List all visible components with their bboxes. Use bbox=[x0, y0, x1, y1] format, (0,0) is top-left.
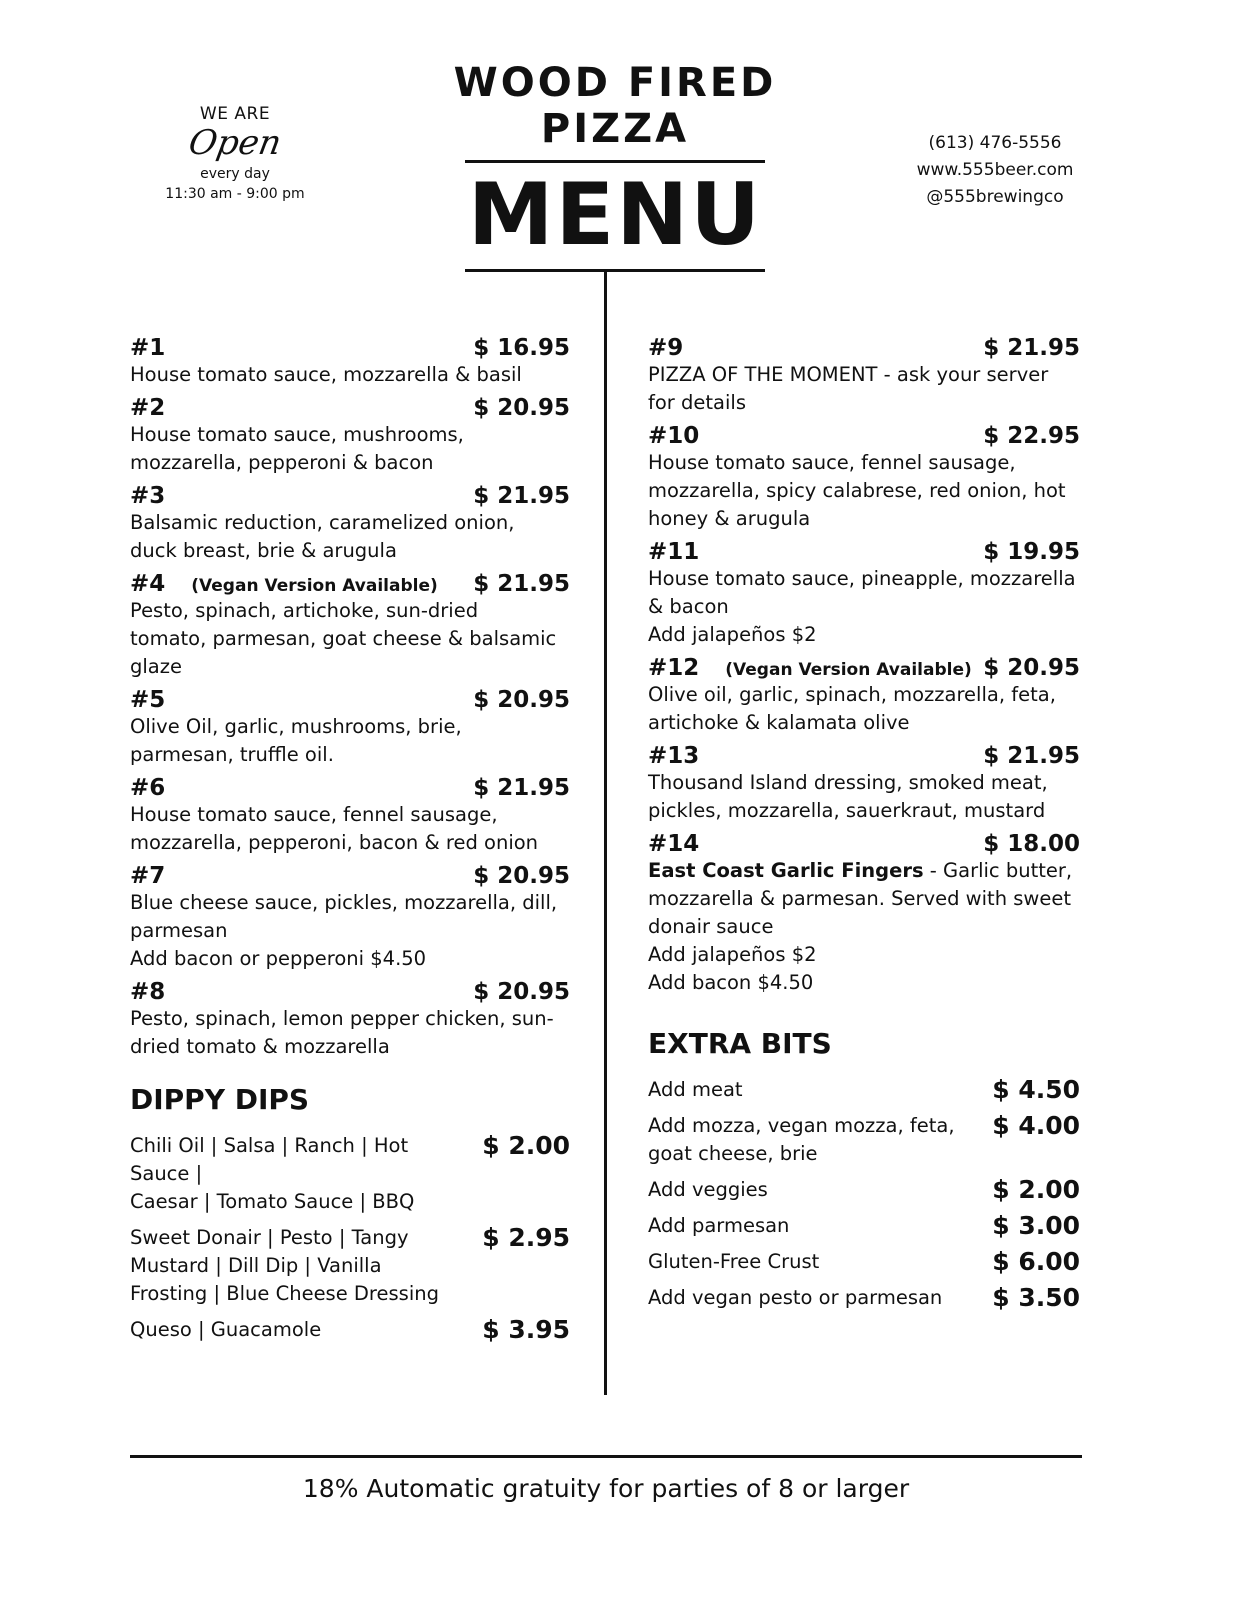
menu-item bbox=[130, 775, 570, 857]
item-description bbox=[130, 361, 570, 389]
description-line: Thousand Island dressing, smoked meat, bbox=[648, 771, 1048, 794]
row-text-line: Add parmesan bbox=[648, 1214, 790, 1237]
description-line: & bacon bbox=[648, 595, 729, 618]
description-line: Pesto, spinach, lemon pepper chicken, sun- bbox=[130, 1007, 554, 1030]
right-column bbox=[648, 335, 1080, 1320]
price-row bbox=[130, 1132, 570, 1216]
price-row bbox=[648, 1284, 1080, 1312]
description-line: Add jalapeños $2 bbox=[648, 943, 817, 966]
price-row bbox=[648, 1248, 1080, 1276]
description-line: PIZZA OF THE MOMENT - ask your server bbox=[648, 363, 1049, 386]
menu-item bbox=[648, 655, 1080, 737]
row-text-line: Mustard | Dill Dip | Vanilla bbox=[130, 1254, 382, 1277]
item-price: $ 20.95 bbox=[473, 395, 570, 421]
description-line: donair sauce bbox=[648, 915, 774, 938]
description-line: Pesto, spinach, artichoke, sun-dried bbox=[130, 599, 479, 622]
description-line: Olive oil, garlic, spinach, mozzarella, feta, bbox=[648, 683, 1056, 706]
every-day-label: every day bbox=[200, 166, 270, 182]
menu-item-header bbox=[648, 335, 1080, 361]
item-number: #8 bbox=[130, 979, 166, 1005]
row-price: $ 2.00 bbox=[992, 1175, 1080, 1204]
menu-item-header bbox=[130, 335, 570, 361]
item-price: $ 21.95 bbox=[983, 335, 1080, 361]
item-number: #13 bbox=[648, 743, 700, 769]
row-price: $ 3.95 bbox=[482, 1315, 570, 1344]
description-line: mozzarella & parmesan. Served with sweet bbox=[648, 887, 1072, 910]
menu-header bbox=[380, 60, 850, 272]
item-description bbox=[130, 1005, 570, 1061]
description-line: House tomato sauce, fennel sausage, bbox=[130, 803, 498, 826]
row-price: $ 3.00 bbox=[992, 1211, 1080, 1240]
item-price: $ 20.95 bbox=[983, 655, 1080, 681]
hours-label: 11:30 am - 9:00 pm bbox=[165, 186, 305, 202]
item-description bbox=[130, 713, 570, 769]
item-price: $ 20.95 bbox=[473, 687, 570, 713]
website: www.555beer.com bbox=[916, 160, 1074, 180]
item-number: #6 bbox=[130, 775, 166, 801]
description-line: tomato, parmesan, goat cheese & balsamic bbox=[130, 627, 557, 650]
item-name: East Coast Garlic Fingers bbox=[648, 859, 924, 882]
item-description bbox=[648, 769, 1080, 825]
menu-item-header bbox=[648, 831, 1080, 857]
row-price: $ 2.00 bbox=[482, 1131, 570, 1160]
item-number: #11 bbox=[648, 539, 700, 565]
row-text bbox=[130, 1316, 321, 1344]
item-number: #4 bbox=[130, 571, 166, 597]
menu-item bbox=[648, 335, 1080, 417]
row-text bbox=[130, 1224, 439, 1308]
menu-item bbox=[648, 743, 1080, 825]
row-price: $ 6.00 bbox=[992, 1247, 1080, 1276]
item-number: #12 bbox=[648, 655, 700, 681]
item-price: $ 20.95 bbox=[473, 863, 570, 889]
row-price: $ 4.50 bbox=[992, 1075, 1080, 1104]
row-price: $ 3.50 bbox=[992, 1283, 1080, 1312]
item-number: #10 bbox=[648, 423, 700, 449]
menu-title: MENU bbox=[467, 165, 763, 265]
open-label: Open bbox=[185, 123, 285, 163]
item-number: #9 bbox=[648, 335, 684, 361]
menu-item bbox=[130, 571, 570, 681]
item-number: #7 bbox=[130, 863, 166, 889]
description-line: mozzarella, spicy calabrese, red onion, hot bbox=[648, 479, 1066, 502]
price-row bbox=[648, 1176, 1080, 1204]
hours-block bbox=[155, 104, 315, 204]
dips-title: DIPPY DIPS bbox=[130, 1083, 310, 1116]
row-text bbox=[130, 1132, 472, 1216]
title-rule-bottom bbox=[465, 269, 765, 272]
price-row bbox=[130, 1224, 570, 1308]
menu-item-header bbox=[130, 775, 570, 801]
price-row bbox=[130, 1316, 570, 1344]
description-line: parmesan, truffle oil. bbox=[130, 743, 334, 766]
item-description bbox=[648, 361, 1080, 417]
phone: (613) 476-5556 bbox=[928, 133, 1062, 153]
menu-item bbox=[130, 395, 570, 477]
item-number: #1 bbox=[130, 335, 166, 361]
item-number: #3 bbox=[130, 483, 166, 509]
item-description bbox=[648, 857, 1080, 997]
price-row bbox=[648, 1212, 1080, 1240]
vegan-tag: (Vegan Version Available) bbox=[725, 660, 972, 680]
row-text-line: Gluten-Free Crust bbox=[648, 1250, 820, 1273]
description-line: Olive Oil, garlic, mushrooms, brie, bbox=[130, 715, 462, 738]
description-line: mozzarella, pepperoni, bacon & red onion bbox=[130, 831, 539, 854]
description-line: Blue cheese sauce, pickles, mozzarella, dill, bbox=[130, 891, 558, 914]
row-text-line: Add vegan pesto or parmesan bbox=[648, 1286, 943, 1309]
row-text bbox=[648, 1076, 743, 1104]
social-handle: @555brewingco bbox=[926, 187, 1064, 207]
item-description bbox=[130, 889, 570, 973]
row-price: $ 4.00 bbox=[992, 1111, 1080, 1140]
menu-item bbox=[130, 863, 570, 973]
description-line: - Garlic butter, bbox=[923, 859, 1073, 882]
row-text-line: Sweet Donair | Pesto | Tangy bbox=[130, 1226, 409, 1249]
row-text bbox=[648, 1284, 942, 1312]
price-row bbox=[648, 1112, 1080, 1168]
item-description bbox=[130, 421, 570, 477]
description-line: Add bacon $4.50 bbox=[648, 971, 814, 994]
column-divider bbox=[604, 272, 607, 1395]
menu-item-header bbox=[648, 655, 1080, 681]
item-description bbox=[648, 681, 1080, 737]
description-line: House tomato sauce, fennel sausage, bbox=[648, 451, 1016, 474]
price-row bbox=[648, 1076, 1080, 1104]
description-line: mozzarella, pepperoni & bacon bbox=[130, 451, 434, 474]
menu-item-header bbox=[648, 539, 1080, 565]
row-text-line: Caesar | Tomato Sauce | BBQ bbox=[130, 1190, 415, 1213]
extras-title: EXTRA BITS bbox=[648, 1027, 832, 1060]
item-price: $ 21.95 bbox=[473, 571, 570, 597]
item-price: $ 21.95 bbox=[983, 743, 1080, 769]
row-text bbox=[648, 1212, 789, 1240]
description-line: Add bacon or pepperoni $4.50 bbox=[130, 947, 427, 970]
description-line: Balsamic reduction, caramelized onion, bbox=[130, 511, 515, 534]
item-price: $ 18.00 bbox=[983, 831, 1080, 857]
footer-rule bbox=[130, 1455, 1082, 1458]
item-description bbox=[130, 597, 570, 681]
vegan-tag: (Vegan Version Available) bbox=[191, 576, 438, 596]
description-line: Add jalapeños $2 bbox=[648, 623, 817, 646]
menu-item bbox=[648, 831, 1080, 997]
description-line: parmesan bbox=[130, 919, 228, 942]
description-line: pickles, mozzarella, sauerkraut, mustard bbox=[648, 799, 1046, 822]
menu-item bbox=[130, 687, 570, 769]
description-line: House tomato sauce, pineapple, mozzarella bbox=[648, 567, 1076, 590]
description-line: honey & arugula bbox=[648, 507, 811, 530]
menu-item-header bbox=[130, 571, 570, 597]
item-description bbox=[130, 801, 570, 857]
row-text bbox=[648, 1176, 768, 1204]
row-text-line: goat cheese, brie bbox=[648, 1142, 818, 1165]
menu-item-header bbox=[130, 483, 570, 509]
description-line: glaze bbox=[130, 655, 182, 678]
item-price: $ 21.95 bbox=[473, 483, 570, 509]
item-number: #5 bbox=[130, 687, 166, 713]
item-price: $ 22.95 bbox=[983, 423, 1080, 449]
item-price: $ 16.95 bbox=[473, 335, 570, 361]
description-line: artichoke & kalamata olive bbox=[648, 711, 910, 734]
item-number: #2 bbox=[130, 395, 166, 421]
item-description bbox=[648, 449, 1080, 533]
menu-item-header bbox=[130, 395, 570, 421]
row-text-line: Add meat bbox=[648, 1078, 743, 1101]
menu-item-header bbox=[648, 743, 1080, 769]
item-number: #14 bbox=[648, 831, 700, 857]
menu-item-header bbox=[130, 687, 570, 713]
menu-item-header bbox=[130, 863, 570, 889]
row-text-line: Frosting | Blue Cheese Dressing bbox=[130, 1282, 439, 1305]
row-text-line: Add mozza, vegan mozza, feta, bbox=[648, 1114, 955, 1137]
description-line: House tomato sauce, mozzarella & basil bbox=[130, 363, 522, 386]
title-rule-top bbox=[465, 160, 765, 163]
description-line: dried tomato & mozzarella bbox=[130, 1035, 390, 1058]
left-column bbox=[130, 335, 570, 1352]
menu-item-header bbox=[130, 979, 570, 1005]
menu-item bbox=[130, 979, 570, 1061]
description-line: House tomato sauce, mushrooms, bbox=[130, 423, 464, 446]
item-description bbox=[130, 509, 570, 565]
description-line: for details bbox=[648, 391, 746, 414]
item-description bbox=[648, 565, 1080, 649]
row-text-line: Add veggies bbox=[648, 1178, 768, 1201]
item-price: $ 19.95 bbox=[983, 539, 1080, 565]
contact-block bbox=[885, 130, 1105, 211]
menu-item bbox=[648, 539, 1080, 649]
menu-item bbox=[648, 423, 1080, 533]
row-text-line: Queso | Guacamole bbox=[130, 1318, 322, 1341]
restaurant-title: WOOD FIRED PIZZA bbox=[453, 60, 777, 152]
item-price: $ 21.95 bbox=[473, 775, 570, 801]
row-text bbox=[648, 1248, 819, 1276]
menu-item-header bbox=[648, 423, 1080, 449]
gratuity-note: 18% Automatic gratuity for parties of 8 or larger bbox=[302, 1474, 910, 1503]
item-price: $ 20.95 bbox=[473, 979, 570, 1005]
row-text bbox=[648, 1112, 955, 1168]
row-text-line: Chili Oil | Salsa | Ranch | Hot Sauce | bbox=[130, 1134, 409, 1185]
menu-item bbox=[130, 483, 570, 565]
description-line: duck breast, brie & arugula bbox=[130, 539, 397, 562]
row-price: $ 2.95 bbox=[482, 1223, 570, 1252]
we-are-label: WE ARE bbox=[199, 104, 271, 124]
menu-item bbox=[130, 335, 570, 389]
